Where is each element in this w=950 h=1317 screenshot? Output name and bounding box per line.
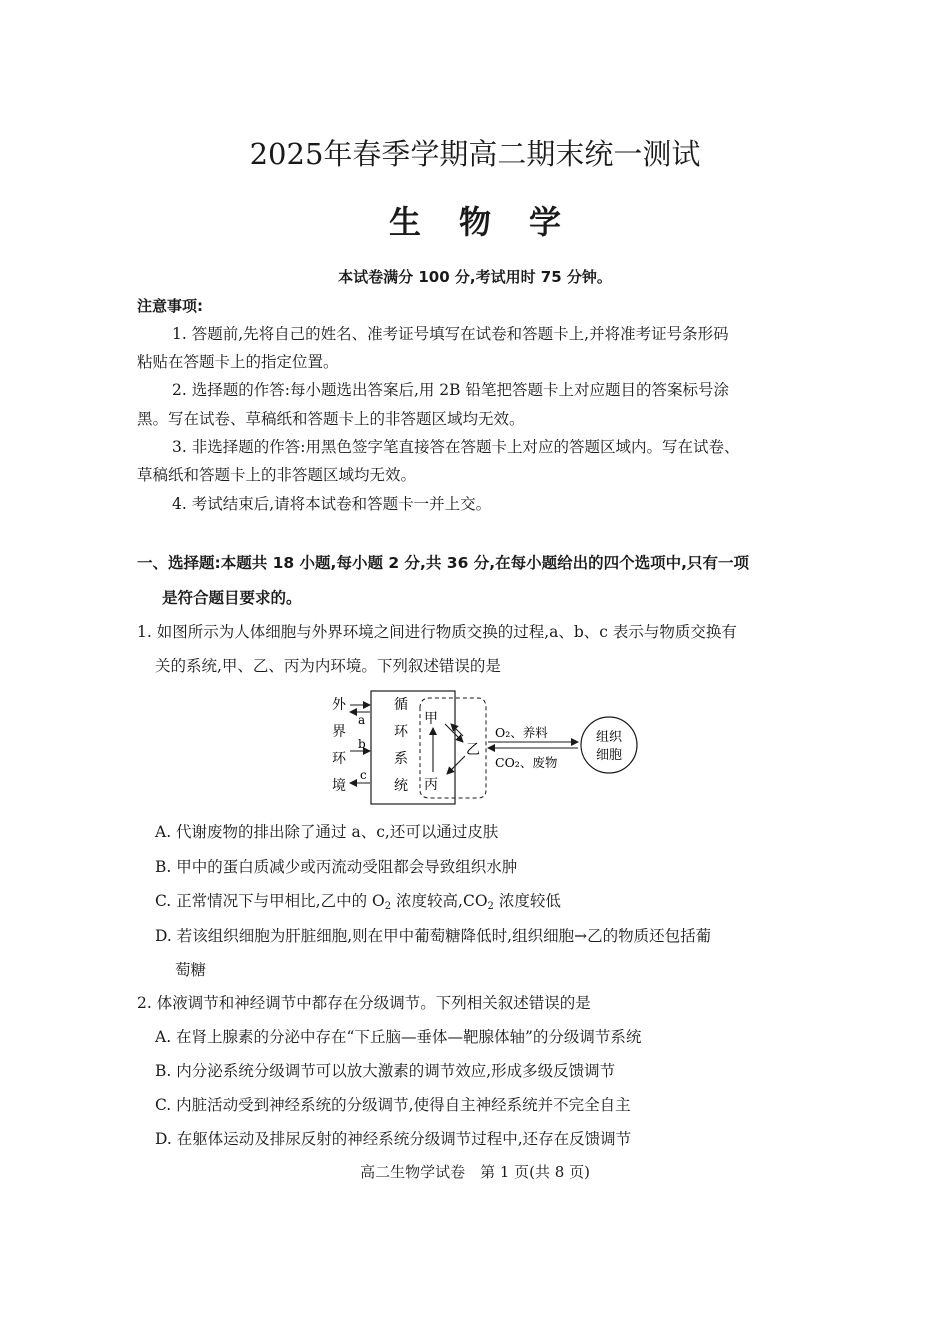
- q2-option-c: C. 内脏活动受到神经系统的分级调节,使得自主神经系统并不完全自主: [155, 1096, 631, 1114]
- note-line: 4. 考试结束后,请将本试卷和答题卡一并上交。: [172, 495, 492, 513]
- q1-option-d: D. 若该组织细胞为肝脏细胞,则在甲中葡萄糖降低时,组织细胞→乙的物质还包括葡: [155, 927, 712, 945]
- q1-diagram: [320, 686, 650, 810]
- score-info: 本试卷满分 100 分,考试用时 75 分钟。: [338, 268, 612, 286]
- page-footer: 高二生物学试卷 第 1 页(共 8 页): [360, 1163, 590, 1181]
- q2-stem: 2. 体液调节和神经调节中都存在分级调节。下列相关叙述错误的是: [137, 994, 591, 1012]
- note-line: 2. 选择题的作答:每小题选出答案后,用 2B 铅笔把答题卡上对应题目的答案标号涂: [172, 381, 729, 399]
- label-c: c: [360, 768, 367, 782]
- section-heading-cont: 是符合题目要求的。: [162, 589, 302, 607]
- label-o2-nutrients: O₂、养料: [495, 725, 548, 740]
- q1-option-d-cont: 萄糖: [175, 961, 207, 979]
- q1-option-c: C. 正常情况下与甲相比,乙中的 $O_2$ 浓度较高$,CO_2$ 浓度较低: [155, 892, 561, 912]
- circ-char: 环: [394, 724, 408, 740]
- q2-option-a: A. 在肾上腺素的分泌中存在“下丘脑—垂体—靶腺体轴”的分级调节系统: [155, 1028, 642, 1046]
- q1-option-b: B. 甲中的蛋白质减少或丙流动受阻都会导致组织水肿: [155, 858, 518, 876]
- q2-option-d: D. 在躯体运动及排尿反射的神经系统分级调节过程中,还存在反馈调节: [155, 1130, 632, 1148]
- subject-title: 生物学: [388, 203, 599, 241]
- outer-char: 环: [332, 751, 346, 767]
- circ-char: 循: [394, 697, 408, 713]
- outer-char: 境: [332, 778, 346, 794]
- cell-label: 细胞: [595, 748, 623, 763]
- arrow-yi-to-jia: [451, 724, 463, 736]
- tissue-cell-circle: [581, 717, 637, 773]
- label-co2-waste: CO₂、废物: [495, 755, 558, 770]
- label-a: a: [358, 713, 366, 727]
- q1-option-a: A. 代谢废物的排出除了通过 a、c,还可以通过皮肤: [155, 823, 499, 841]
- outer-char: 界: [332, 724, 346, 740]
- section-heading: 一、选择题:本题共 18 小题,每小题 2 分,共 36 分,在每小题给出的四个选项中,只有一项: [137, 554, 750, 572]
- circulatory-box: [371, 691, 455, 804]
- note-line: 粘贴在答题卡上的指定位置。: [137, 353, 339, 371]
- outer-char: 外: [332, 697, 346, 713]
- q2-option-b: B. 内分泌系统分级调节可以放大激素的调节效应,形成多级反馈调节: [155, 1062, 616, 1080]
- cell-label: 组织: [595, 730, 623, 745]
- arrow-yi-to-bing: [447, 756, 465, 774]
- label-yi: 乙: [466, 742, 480, 758]
- exam-title: 2025年春季学期高二期末统一测试: [249, 137, 701, 171]
- label-jia: 甲: [424, 711, 438, 727]
- circ-char: 系: [394, 751, 408, 767]
- notes-heading: 注意事项:: [137, 297, 203, 315]
- q1-stem: 1. 如图所示为人体细胞与外界环境之间进行物质交换的过程,a、b、c 表示与物质交换有: [137, 623, 737, 641]
- label-bing: 丙: [424, 777, 438, 793]
- note-line: 1. 答题前,先将自己的姓名、准考证号填写在试卷和答题卡上,并将准考证号条形码: [172, 325, 729, 343]
- note-line: 3. 非选择题的作答:用黑色签字笔直接答在答题卡上对应的答题区域内。写在试卷、: [172, 438, 740, 456]
- note-line: 草稿纸和答题卡上的非答题区域均无效。: [137, 466, 417, 484]
- label-b: b: [358, 737, 366, 751]
- q1-stem-cont: 关的系统,甲、乙、丙为内环境。下列叙述错误的是: [155, 657, 501, 675]
- note-line: 黑。写在试卷、草稿纸和答题卡上的非答题区域均无效。: [137, 410, 525, 428]
- circ-char: 统: [394, 778, 408, 794]
